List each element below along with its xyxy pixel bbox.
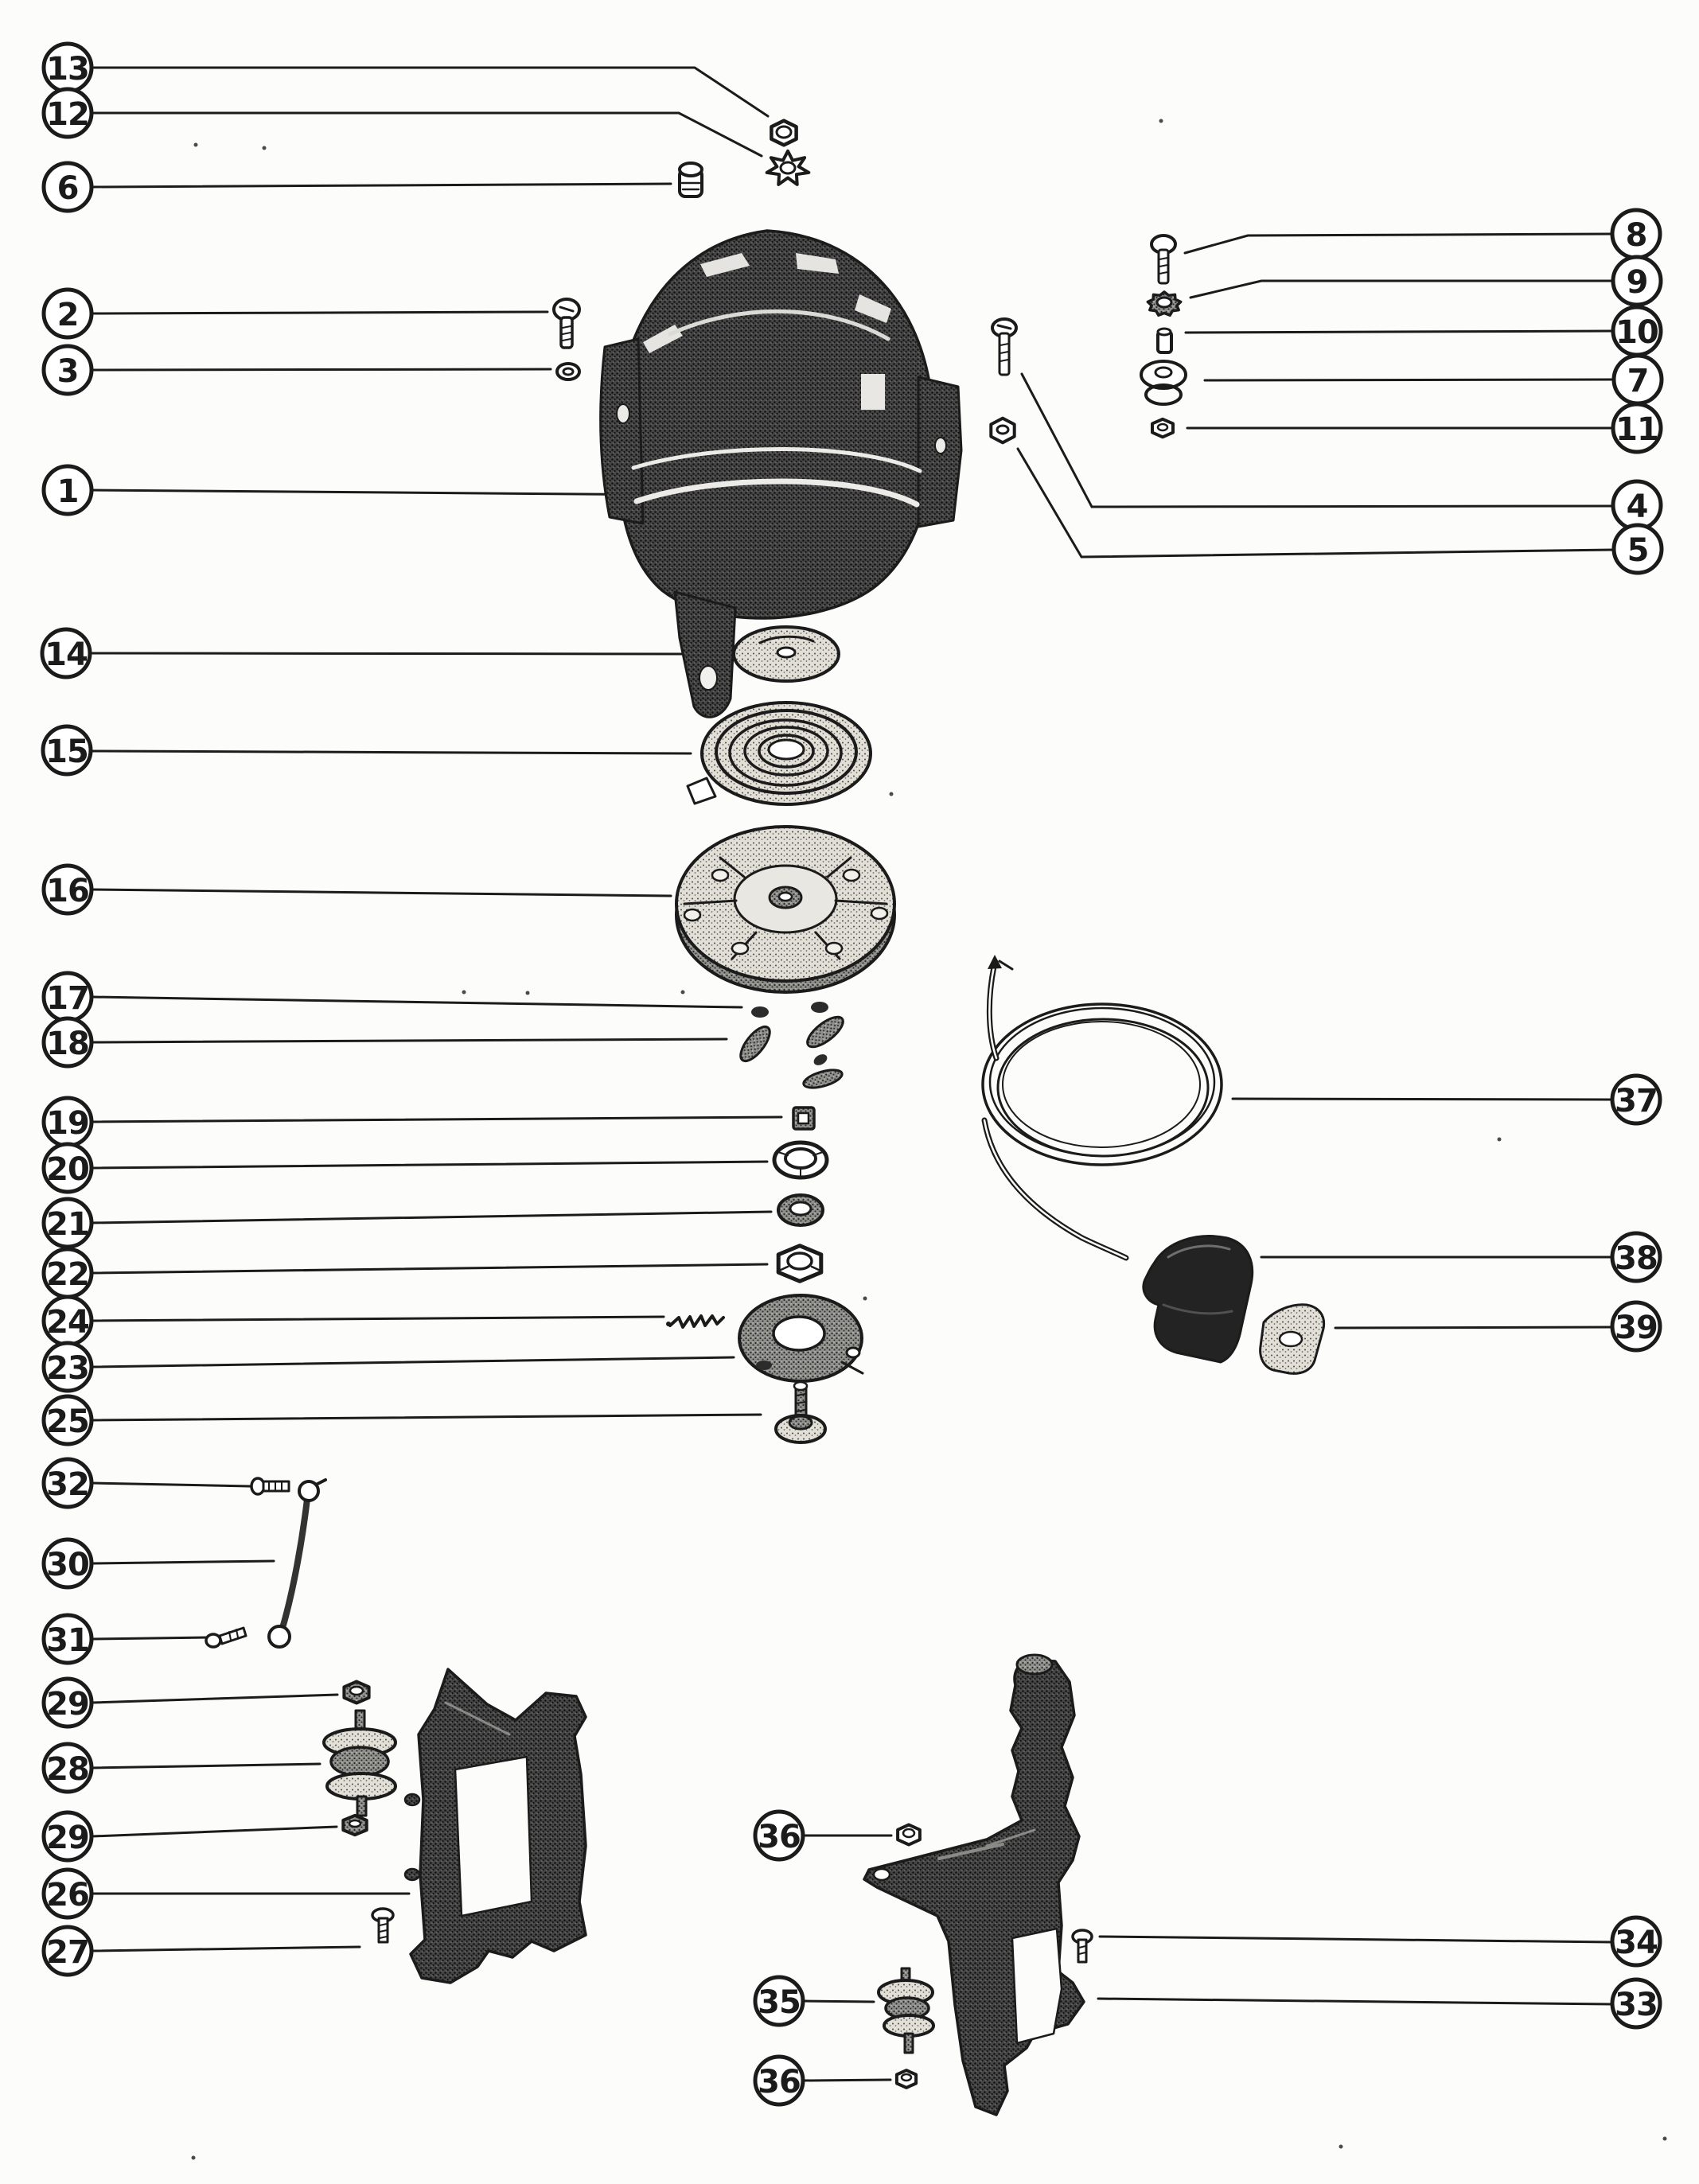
- callout-7: [1614, 356, 1662, 403]
- callout-16: [44, 866, 92, 913]
- callout-number-2: 2: [57, 297, 79, 333]
- part-rollers-17: [751, 1002, 828, 1018]
- callout-number-16: 16: [46, 873, 89, 909]
- callout-6: [44, 163, 92, 211]
- scan-speck: [1498, 1138, 1502, 1142]
- callout-4: [1613, 481, 1661, 529]
- callout-number-24: 24: [46, 1304, 89, 1341]
- callout-2: [44, 290, 92, 337]
- part-rope-anchor-39: [1261, 1305, 1324, 1374]
- scan-speck: [263, 146, 267, 150]
- part-screw-4: [992, 319, 1016, 375]
- callout-number-38: 38: [1615, 1240, 1658, 1277]
- callout-23: [44, 1343, 92, 1391]
- leader-line-35: [804, 2001, 874, 2002]
- leader-line-25: [92, 1415, 761, 1420]
- part-link-rod-30: [269, 1480, 325, 1647]
- callout-number-36-lower: 36: [758, 2064, 801, 2100]
- callout-36-lower: [755, 2057, 803, 2104]
- callout-21: [44, 1199, 92, 1247]
- scan-speck: [1339, 2145, 1343, 2149]
- callout-number-29-lower: 29: [46, 1820, 89, 1856]
- leader-line-22: [92, 1264, 767, 1273]
- leader-line-15: [92, 751, 691, 753]
- callout-number-13: 13: [46, 51, 89, 88]
- callout-14: [42, 629, 90, 677]
- leader-line-36-lower: [804, 2080, 890, 2081]
- part-nut-36-lower: [897, 2070, 916, 2088]
- scan-speck: [863, 1297, 867, 1301]
- part-pawl-spring-24: [666, 1316, 723, 1327]
- callout-number-21: 21: [46, 1206, 89, 1243]
- callout-25: [44, 1396, 92, 1444]
- callout-number-6: 6: [57, 170, 79, 207]
- callout-number-27: 27: [46, 1934, 89, 1971]
- part-cam-nut-22: [777, 1246, 822, 1282]
- leader-line-30: [92, 1561, 274, 1563]
- part-bolt-34: [1073, 1930, 1092, 1962]
- callout-17: [44, 973, 92, 1021]
- scan-speck: [681, 991, 685, 995]
- leader-line-29-lower: [92, 1827, 337, 1836]
- callout-18: [44, 1018, 92, 1066]
- callout-8: [1612, 210, 1660, 258]
- callout-number-28: 28: [46, 1751, 89, 1788]
- part-bolt-27: [372, 1909, 393, 1942]
- part-nut-36-upper: [898, 1825, 920, 1845]
- leader-line-37: [1233, 1099, 1611, 1100]
- leader-line-6: [92, 184, 671, 187]
- leader-line-13: [92, 68, 768, 116]
- callout-number-30: 30: [46, 1547, 89, 1583]
- scan-speck: [194, 143, 198, 147]
- callout-number-8: 8: [1625, 217, 1647, 254]
- callout-15: [43, 726, 91, 774]
- callout-26: [44, 1870, 92, 1917]
- leader-line-2: [92, 312, 547, 313]
- part-rubber-mount-28: [324, 1711, 396, 1816]
- callout-5: [1614, 525, 1662, 573]
- callout-number-25: 25: [46, 1403, 89, 1440]
- part-pawls-18: [735, 1012, 848, 1092]
- part-nut-5: [991, 419, 1014, 443]
- part-nut-29-upper: [344, 1682, 368, 1703]
- callout-32: [44, 1459, 92, 1507]
- leader-line-5: [1018, 449, 1613, 557]
- leader-line-24: [92, 1317, 664, 1321]
- leader-line-39: [1335, 1327, 1611, 1328]
- callout-number-39: 39: [1615, 1310, 1658, 1346]
- callout-11: [1613, 404, 1661, 452]
- part-screw-8: [1152, 236, 1175, 283]
- callout-28: [44, 1744, 92, 1792]
- callout-number-32: 32: [46, 1466, 89, 1503]
- callout-number-29-upper: 29: [46, 1686, 89, 1723]
- leader-line-16: [92, 890, 671, 896]
- callout-19: [44, 1098, 92, 1146]
- scan-speck: [526, 991, 530, 995]
- leader-line-34: [1100, 1937, 1612, 1942]
- scan-speck: [462, 991, 466, 995]
- callout-number-14: 14: [45, 637, 88, 673]
- part-rubber-mount-35: [879, 1968, 933, 2053]
- part-starter-rope-37: [983, 955, 1222, 1258]
- callout-number-33: 33: [1615, 1987, 1658, 2023]
- callout-number-23: 23: [46, 1350, 89, 1387]
- part-washer-3: [557, 364, 579, 380]
- part-retainer-19: [793, 1108, 814, 1129]
- callout-number-12: 12: [46, 96, 89, 133]
- callout-number-5: 5: [1627, 532, 1649, 569]
- part-screw-2: [554, 299, 579, 348]
- part-bushing-6: [680, 163, 702, 197]
- callout-number-31: 31: [46, 1622, 89, 1659]
- callout-1: [44, 466, 92, 514]
- callout-37: [1612, 1076, 1660, 1123]
- callout-number-4: 4: [1626, 489, 1648, 525]
- part-screw-31: [206, 1628, 246, 1647]
- callout-number-18: 18: [46, 1026, 89, 1062]
- leader-line-3: [92, 369, 551, 370]
- part-rear-bracket-33: [864, 1655, 1084, 2115]
- part-center-screw-25: [776, 1382, 825, 1442]
- callout-number-10: 10: [1615, 314, 1658, 351]
- callout-number-17: 17: [46, 980, 89, 1017]
- callout-38: [1612, 1233, 1660, 1281]
- callout-20: [44, 1144, 92, 1192]
- scan-speck: [192, 2156, 196, 2160]
- part-screw-32: [251, 1478, 289, 1494]
- callout-13: [44, 44, 92, 91]
- part-spacer-10: [1158, 329, 1171, 352]
- scan-speck: [1663, 2137, 1667, 2141]
- part-locknut-9: [1148, 292, 1180, 315]
- callout-29-lower: [44, 1812, 92, 1860]
- callout-33: [1612, 1980, 1660, 2027]
- part-recoil-spring-15: [688, 703, 871, 804]
- callout-29-upper: [44, 1679, 92, 1727]
- leader-line-9: [1190, 281, 1612, 298]
- callout-34: [1612, 1917, 1660, 1965]
- leader-line-29-upper: [92, 1695, 337, 1703]
- leader-line-21: [92, 1212, 771, 1223]
- callout-12: [44, 89, 92, 137]
- callout-number-3: 3: [57, 353, 79, 390]
- leader-line-8: [1185, 234, 1612, 253]
- part-front-bracket-26: [405, 1669, 586, 1983]
- leader-line-23: [92, 1357, 734, 1367]
- callout-3: [44, 346, 92, 394]
- callout-number-1: 1: [57, 473, 79, 510]
- callout-27: [44, 1927, 92, 1975]
- leader-line-19: [92, 1117, 781, 1122]
- callout-number-37: 37: [1615, 1083, 1658, 1119]
- part-ring-20: [774, 1143, 827, 1178]
- callout-30: [44, 1540, 92, 1587]
- callout-number-26: 26: [46, 1877, 89, 1913]
- callout-number-34: 34: [1615, 1925, 1658, 1961]
- leader-line-17: [92, 997, 742, 1007]
- callout-35: [755, 1977, 803, 2025]
- callout-39: [1612, 1302, 1660, 1350]
- part-handle-38: [1144, 1236, 1253, 1362]
- part-friction-plate-14: [734, 627, 839, 681]
- callout-number-19: 19: [46, 1105, 89, 1142]
- callout-24: [44, 1297, 92, 1345]
- leader-line-12: [92, 113, 762, 156]
- part-wave-washer-21: [778, 1195, 823, 1225]
- callout-number-15: 15: [45, 734, 88, 770]
- leader-line-33: [1098, 1999, 1612, 2004]
- part-sheave-16: [676, 827, 894, 992]
- callout-number-7: 7: [1627, 363, 1649, 399]
- callout-10: [1613, 307, 1661, 355]
- callout-number-9: 9: [1626, 264, 1648, 301]
- leader-line-1: [92, 490, 681, 495]
- leader-line-20: [92, 1162, 767, 1168]
- part-nut-11: [1152, 419, 1173, 438]
- part-hex-nut-13: [771, 121, 796, 146]
- callout-9: [1613, 257, 1661, 305]
- leader-line-4: [1022, 374, 1612, 507]
- leader-line-18: [92, 1039, 727, 1042]
- part-nut-29-lower: [343, 1816, 366, 1835]
- callout-number-11: 11: [1615, 411, 1658, 448]
- callout-number-20: 20: [46, 1151, 89, 1188]
- leader-line-14: [91, 653, 723, 654]
- callout-36-upper: [755, 1812, 803, 1859]
- part-star-lockwasher-12: [767, 151, 809, 185]
- callout-number-36-upper: 36: [758, 1819, 801, 1855]
- callout-22: [44, 1249, 92, 1297]
- callout-31: [44, 1615, 92, 1663]
- callout-number-22: 22: [46, 1256, 89, 1293]
- scan-speck: [1159, 119, 1163, 123]
- scan-speck: [890, 792, 894, 796]
- leader-line-32: [92, 1483, 250, 1486]
- leader-line-28: [92, 1764, 320, 1768]
- leader-line-31: [92, 1637, 208, 1639]
- leader-line-27: [92, 1947, 360, 1951]
- part-cam-plate-23: [739, 1295, 863, 1381]
- part-grommet-7: [1141, 361, 1186, 404]
- leader-line-10: [1186, 331, 1612, 333]
- callout-number-35: 35: [758, 1984, 801, 2021]
